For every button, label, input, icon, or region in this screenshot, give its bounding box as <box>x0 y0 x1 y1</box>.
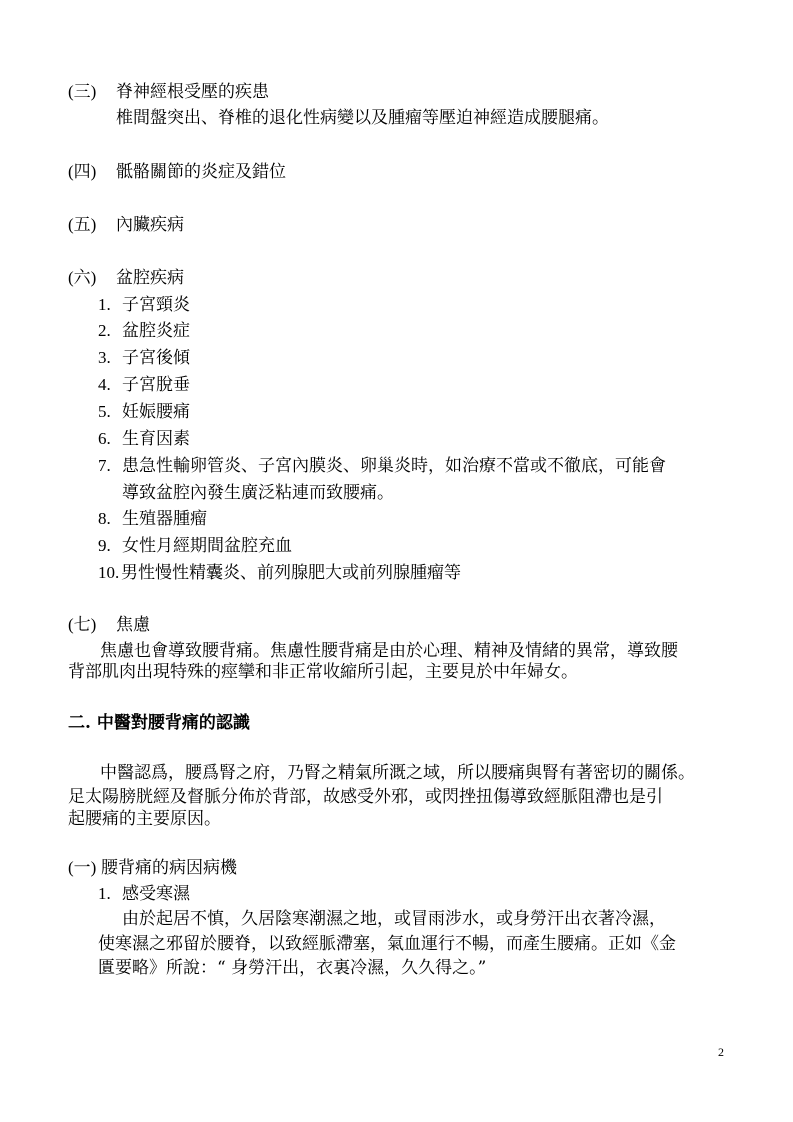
subsection-title: 腰背痛的病因病機 <box>101 858 237 878</box>
section-4-title: 骶骼關節的炎症及錯位 <box>116 162 286 182</box>
paragraph-line: 由於起居不慎，久居陰寒潮濕之地，或冒雨涉水，或身勞汗出衣著冷濕， <box>122 909 666 929</box>
list-item-number: 1. <box>98 295 111 314</box>
list-item-number: 2. <box>98 321 111 340</box>
list-item: 女性月經期間盆腔充血 <box>122 536 292 556</box>
section-3-marker: (三) <box>68 82 97 101</box>
list-item: 盆腔炎症 <box>122 321 190 341</box>
list-item: 子宮脫垂 <box>122 375 190 395</box>
section-3-title: 脊神經根受壓的疾患 <box>116 82 269 102</box>
section-7-marker: (七) <box>68 615 97 634</box>
section-7-body-line: 焦慮也會導致腰背痛。焦慮性腰背痛是由於心理、精神及情緒的異常，導致腰 <box>100 641 678 661</box>
list-item-number: 1. <box>98 884 111 903</box>
section-7-body-line: 背部肌肉出現特殊的痙攣和非正常收縮所引起，主要見於中年婦女。 <box>68 662 578 682</box>
section-4-marker: (四) <box>68 162 97 181</box>
list-item-number: 7. <box>98 456 111 475</box>
paragraph-line: 匱要略》所說：“ 身勞汗出，衣裏冷濕，久久得之。” <box>98 958 487 978</box>
list-item: 子宮後傾 <box>122 348 190 368</box>
section-5-title: 內臟疾病 <box>116 215 184 235</box>
page-number: 2 <box>718 1045 724 1059</box>
list-item-number: 5. <box>98 402 111 421</box>
list-item-number: 6. <box>98 429 111 448</box>
list-item: 患急性輸卵管炎、子宮內膜炎、卵巢炎時，如治療不當或不徹底，可能會 <box>122 456 666 476</box>
list-item-number: 10. <box>98 563 120 582</box>
paragraph-line: 中醫認爲，腰爲腎之府，乃腎之精氣所溉之域，所以腰痛與腎有著密切的關係。 <box>100 763 695 783</box>
section-5-marker: (五) <box>68 215 97 234</box>
list-item-continuation: 導致盆腔內發生廣泛粘連而致腰痛。 <box>122 483 394 503</box>
list-item: 生育因素 <box>122 429 190 449</box>
paragraph-line: 足太陽膀胱經及督脈分佈於背部，故感受外邪，或閃挫扭傷導致經脈阻滯也是引 <box>68 787 663 807</box>
list-item: 男性慢性精囊炎、前列腺肥大或前列腺腫瘤等 <box>121 563 461 583</box>
list-item-number: 3. <box>98 348 111 367</box>
section-6-title: 盆腔疾病 <box>116 268 184 288</box>
list-item: 妊娠腰痛 <box>122 402 190 422</box>
list-item-number: 4. <box>98 375 111 394</box>
list-item-title: 感受寒濕 <box>122 884 190 904</box>
list-item: 生殖器腫瘤 <box>122 509 207 529</box>
subsection-marker: (一) <box>68 858 97 877</box>
paragraph-line: 使寒濕之邪留於腰脊，以致經脈滯塞，氣血運行不暢，而產生腰痛。正如《金 <box>98 934 676 954</box>
paragraph-line: 起腰痛的主要原因。 <box>68 809 221 829</box>
list-item-number: 8. <box>98 509 111 528</box>
section-7-title: 焦慮 <box>116 615 150 635</box>
list-item-number: 9. <box>98 536 111 555</box>
section-3-body: 椎間盤突出、脊椎的退化性病變以及腫瘤等壓迫神經造成腰腿痛。 <box>116 108 609 128</box>
section-6-marker: (六) <box>68 268 97 287</box>
list-item: 子宮頸炎 <box>122 295 190 315</box>
section-heading: 二. 中醫對腰背痛的認識 <box>68 713 250 733</box>
